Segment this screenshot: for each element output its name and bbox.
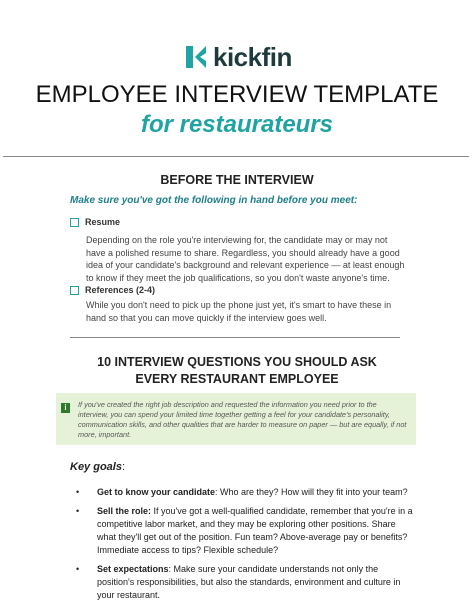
kickfin-logo	[186, 42, 292, 72]
bullet: •	[76, 487, 80, 497]
goals-colon: :	[121, 461, 126, 473]
list-item	[76, 486, 416, 499]
checkbox-icon	[70, 218, 79, 227]
brand-name: kickfin	[213, 42, 292, 72]
checklist-label: References (2-4)	[85, 285, 156, 295]
page-title: EMPLOYEE INTERVIEW TEMPLATE	[35, 81, 439, 108]
section-heading-questions	[0, 355, 474, 386]
kickfin-k-icon	[186, 46, 208, 68]
info-icon: i	[61, 403, 70, 413]
callout-text: If you've created the right job description and requested the information you need prior to the interview, you can spend your limited time together getting a feel for your candidate's personality, communication skills, and other qualities that are harder to measure on paper — but are equally, if not more, important.	[78, 400, 407, 439]
bullet: •	[76, 506, 80, 516]
checklist-description: Depending on the role you're interviewing for, the candidate may or may not have a polished resume to share. Regardless, you should already have a good idea of your candidate's background and relevant experience — at least enough to know if they meet the job qualifications, so you don't waste anyone's time.	[86, 235, 405, 283]
goal-text: If you've got a well-qualified candidate, remember that you're in a competitive labor market, and they may be exploring other positions. Share what they'll get out of the position. Fun team? Above-average pay or benefits? Immediate access to tips? Flexible schedule?	[97, 506, 413, 555]
heading-line: 10 INTERVIEW QUESTIONS YOU SHOULD ASK	[97, 355, 377, 369]
heading-line: EVERY RESTAURANT EMPLOYEE	[135, 372, 339, 386]
goal-title: Set expectations	[97, 564, 169, 574]
goal-text: : Who are they? How will they fit into your team?	[215, 487, 408, 497]
goal-title: Sell the role:	[97, 506, 152, 516]
checklist-item-references	[70, 285, 155, 295]
checklist-item-resume	[70, 217, 120, 227]
list-item	[76, 505, 416, 557]
checklist-description: While you don't need to pick up the phone just yet, it's smart to have these in hand so that you can move quickly if the interview goes well.	[86, 300, 392, 323]
bullet: •	[76, 564, 80, 574]
goals-label: Key goals	[70, 461, 122, 473]
goal-text: : Make sure your candidate understands not only the position's responsibilities, but also the standards, environment and culture in your restaurant.	[97, 564, 401, 600]
goal-list	[76, 486, 416, 608]
page-subtitle: for restaurateurs	[140, 111, 334, 138]
key-goals-label	[70, 461, 125, 473]
info-callout	[56, 393, 416, 445]
list-item	[76, 563, 416, 602]
goal-title: Get to know your candidate	[97, 487, 216, 497]
checkbox-icon	[70, 286, 79, 295]
divider	[3, 156, 469, 157]
divider	[70, 337, 400, 338]
lead-text: Make sure you've got the following in hand before you meet:	[70, 195, 358, 206]
checklist-label: Resume	[85, 217, 121, 227]
section-heading-before: BEFORE THE INTERVIEW	[160, 173, 314, 187]
